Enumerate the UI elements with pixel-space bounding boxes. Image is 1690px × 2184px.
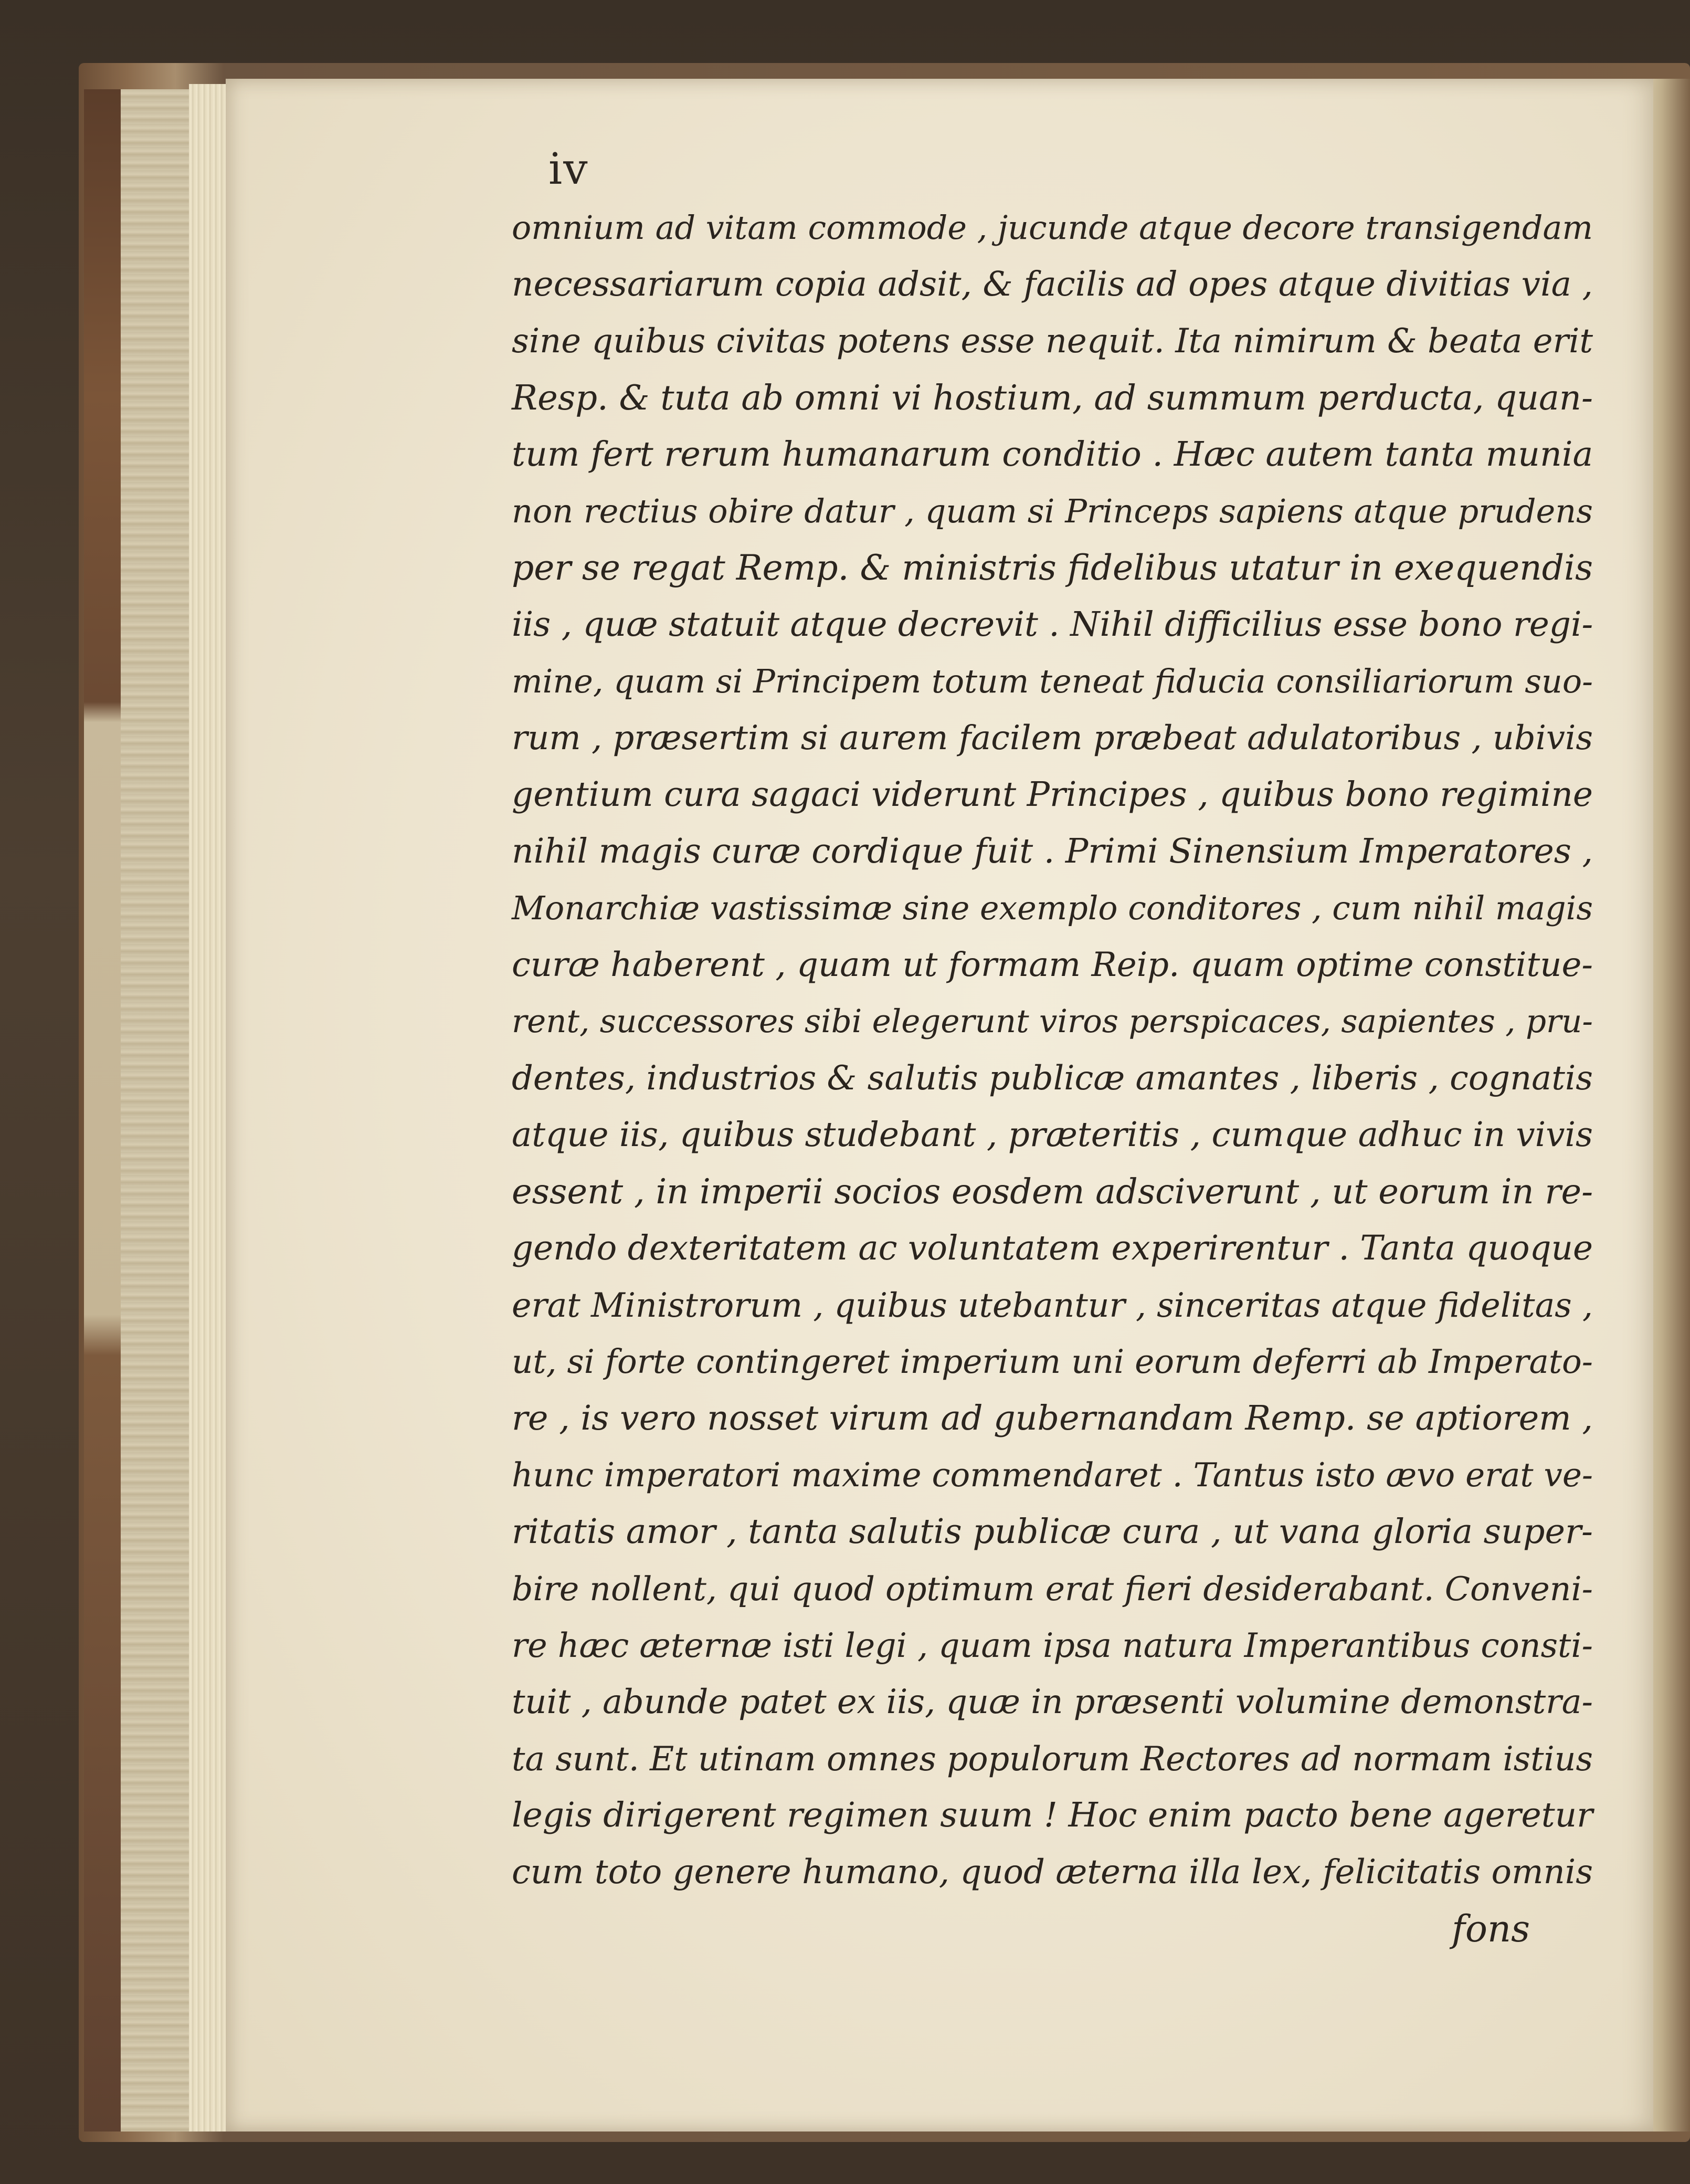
text-line: erat Ministrorum , quibus utebantur , sinceritas atque fidelitas , bbox=[512, 1286, 1593, 1325]
text-line: sine quibus civitas potens esse nequit. Ita nimirum & beata erit bbox=[512, 322, 1593, 361]
text-line: necessariarum copia adsit, & facilis ad opes atque divitias via , bbox=[512, 265, 1593, 304]
text-line: re , is vero nosset virum ad gubernandam Remp. se aptiorem , bbox=[512, 1399, 1593, 1438]
text-line: gendo dexteritatem ac voluntatem experirentur . Tanta quoque bbox=[512, 1228, 1593, 1268]
page-stack-edges bbox=[189, 84, 231, 2132]
text-line: ritatis amor , tanta salutis publicæ cura , ut vana gloria super- bbox=[512, 1512, 1593, 1551]
text-line: atque iis, quibus studebant , præteritis , cumque adhuc in vivis bbox=[512, 1115, 1593, 1154]
text-line: Resp. & tuta ab omni vi hostium, ad summum perducta, quan- bbox=[512, 378, 1593, 418]
text-line: dentes, industrios & salutis publicæ amantes , liberis , cognatis bbox=[512, 1059, 1593, 1098]
text-line: rent, successores sibi elegerunt viros perspicaces, sapientes , pru- bbox=[512, 1003, 1593, 1040]
text-line: hunc imperatori maxime commendaret . Tantus isto ævo erat ve- bbox=[512, 1456, 1593, 1494]
text-line: Monarchiæ vastissimæ sine exemplo conditores , cum nihil magis bbox=[512, 889, 1593, 927]
leather-spine-edge bbox=[84, 89, 121, 2132]
text-line: bire nollent, qui quod optimum erat fieri desiderabant. Conveni- bbox=[512, 1569, 1593, 1608]
text-line: iis , quæ statuit atque decrevit . Nihil difficilius esse bono regi- bbox=[512, 605, 1593, 644]
text-line: essent , in imperii socios eosdem adsciverunt , ut eorum in re- bbox=[512, 1172, 1593, 1212]
page-number: iv bbox=[548, 144, 589, 194]
text-line: gentium cura sagaci viderunt Principes , quibus bono regimine bbox=[512, 775, 1593, 814]
text-line: re hæc æternæ isti legi , quam ipsa natura Imperantibus consti- bbox=[512, 1626, 1593, 1665]
text-line: omnium ad vitam commode , jucunde atque decore transigendam bbox=[512, 209, 1593, 247]
text-line: curæ haberent , quam ut formam Reip. quam optime constitue- bbox=[512, 946, 1593, 984]
text-line: per se regat Remp. & ministris fidelibus utatur in exequendis bbox=[512, 548, 1593, 588]
text-line: cum toto genere humano, quod æterna illa lex, felicitatis omnis bbox=[512, 1853, 1593, 1892]
text-line: ut, si forte contingeret imperium uni eorum deferri ab Imperato- bbox=[512, 1342, 1593, 1381]
text-line: legis dirigerent regimen suum ! Hoc enim pacto bene ageretur bbox=[512, 1796, 1593, 1835]
text-line: nihil magis curæ cordique fuit . Primi Sinensium Imperatores , bbox=[512, 832, 1593, 871]
body-text bbox=[512, 200, 1593, 1957]
text-line: tum fert rerum humanarum conditio . Hæc autem tanta munia bbox=[512, 435, 1593, 474]
text-line: non rectius obire datur , quam si Princeps sapiens atque prudens bbox=[512, 492, 1593, 530]
text-line: mine, quam si Principem totum teneat fiducia consiliariorum suo- bbox=[512, 663, 1593, 700]
text-line: rum , præsertim si aurem facilem præbeat adulatoribus , ubivis bbox=[512, 719, 1593, 758]
text-line: tuit , abunde patet ex iis, quæ in præsenti volumine demonstra- bbox=[512, 1683, 1593, 1721]
catchword: fons bbox=[1451, 1907, 1530, 1950]
text-line: ta sunt. Et utinam omnes populorum Rectores ad normam istius bbox=[512, 1739, 1593, 1778]
